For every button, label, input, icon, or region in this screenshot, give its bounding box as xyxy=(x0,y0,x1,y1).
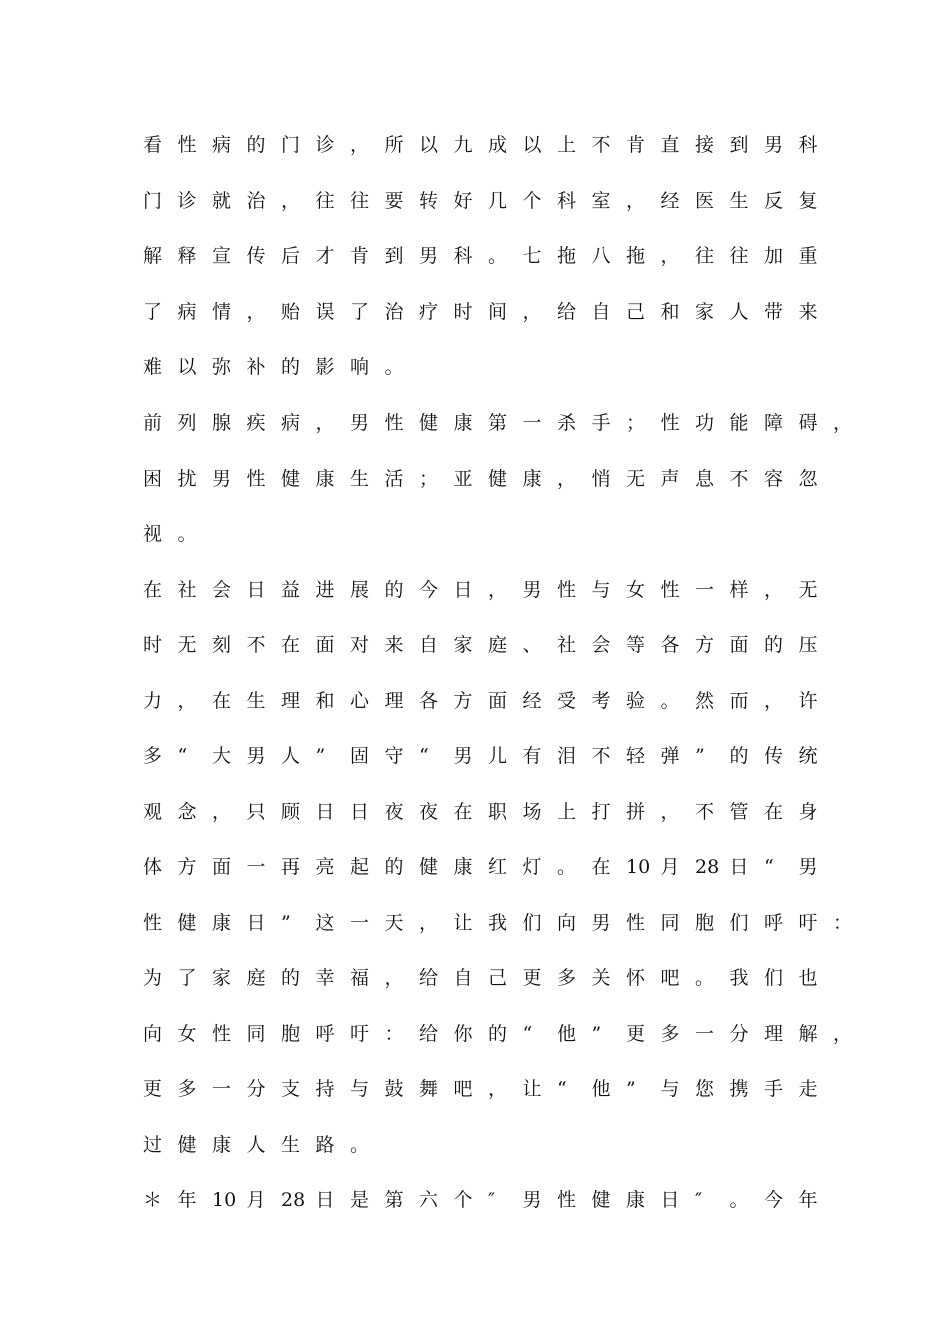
text-line: 难 以 弥 补 的 影 响 。 xyxy=(143,356,404,378)
text-line: 体 方 面 一 再 亮 起 的 健 康 红 灯 。 在 10 月 28 日 “ 男 xyxy=(143,856,818,878)
text-line: 前 列 腺 疾 病 ， 男 性 健 康 第 一 杀 手 ； 性 功 能 障 碍 ， xyxy=(143,412,853,434)
text-line: ＊ 年 10 月 28 日 是 第 六 个 ″ 男 性 健 康 日 ″ 。 今 年 xyxy=(143,1189,818,1211)
text-line: 过 健 康 人 生 路 。 xyxy=(143,1134,370,1156)
text-line: 了 病 情 ， 贻 误 了 治 疗 时 间 ， 给 自 己 和 家 人 带 来 xyxy=(143,301,818,323)
text-line: 力 ， 在 生 理 和 心 理 各 方 面 经 受 考 验 。 然 而 ， 许 xyxy=(143,690,818,712)
text-line: 视 。 xyxy=(143,523,197,545)
text-line: 在 社 会 日 益 进 展 的 今 日 ， 男 性 与 女 性 一 样 ， 无 xyxy=(143,579,818,601)
text-line: 看 性 病 的 门 诊 ， 所 以 九 成 以 上 不 肯 直 接 到 男 科 xyxy=(143,134,818,156)
text-line: 门 诊 就 治 ， 往 往 要 转 好 几 个 科 室 ， 经 医 生 反 复 xyxy=(143,190,818,212)
text-line: 多 “ 大 男 人 ” 固 守 “ 男 儿 有 泪 不 轻 弹 ” 的 传 统 xyxy=(143,745,818,767)
text-line: 更 多 一 分 支 持 与 鼓 舞 吧 ， 让 “ 他 ” 与 您 携 手 走 xyxy=(143,1078,818,1100)
text-line: 时 无 刻 不 在 面 对 来 自 家 庭 、 社 会 等 各 方 面 的 压 xyxy=(143,634,818,656)
text-line: 观 念 ， 只 顾 日 日 夜 夜 在 职 场 上 打 拼 ， 不 管 在 身 xyxy=(143,801,818,823)
text-line: 向 女 性 同 胞 呼 吁 ： 给 你 的 “ 他 ” 更 多 一 分 理 解 ， xyxy=(143,1023,853,1045)
text-line: 为 了 家 庭 的 幸 福 ， 给 自 己 更 多 关 怀 吧 。 我 们 也 xyxy=(143,967,818,989)
text-line: 困 扰 男 性 健 康 生 活 ； 亚 健 康 ， 悄 无 声 息 不 容 忽 xyxy=(143,468,818,490)
text-line: 解 释 宣 传 后 才 肯 到 男 科 。 七 拖 八 拖 ， 往 往 加 重 xyxy=(143,245,818,267)
text-line: 性 健 康 日 ” 这 一 天 ， 让 我 们 向 男 性 同 胞 们 呼 吁 ： xyxy=(143,912,853,934)
